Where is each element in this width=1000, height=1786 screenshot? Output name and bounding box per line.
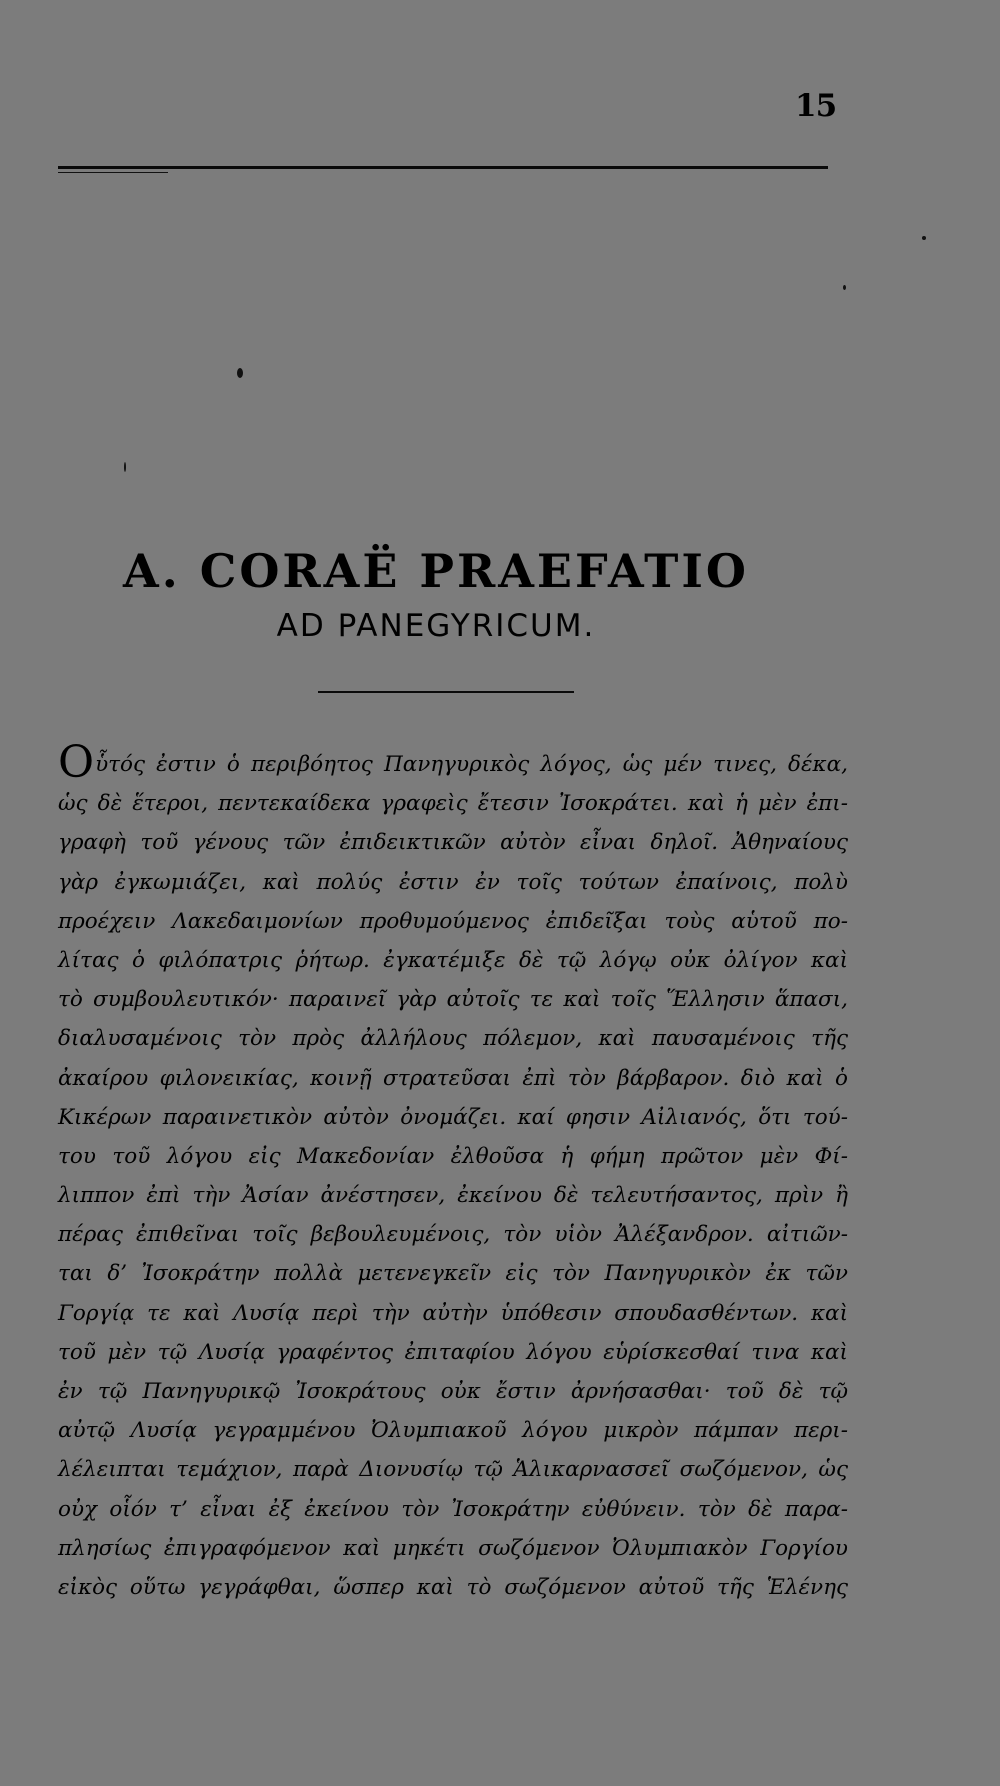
text-line: του τοῦ λόγου εἰς Μακεδονίαν ἐλθοῦσα ἡ φήμη πρῶτον μὲν Φί- (58, 1143, 848, 1169)
scan-speck (843, 285, 846, 290)
text-line: πέρας ἐπιθεῖναι τοῖς βεβουλευμένοις, τὸν υἱὸν Ἀλέξανδρον. αἰτιῶν- (58, 1222, 848, 1248)
header-rule (58, 166, 828, 169)
text-line: ὡς δὲ ἕτεροι, πεντεκαίδεκα γραφεὶς ἔτεσιν Ἰσοκράτει. καὶ ἡ μὲν ἐπι- (58, 791, 848, 817)
text-line: προέχειν Λακεδαιμονίων προθυμούμενος ἐπιδεῖξαι τοὺς αὑτοῦ πο- (58, 908, 848, 934)
scan-speck (124, 462, 126, 472)
drop-cap: O (58, 737, 95, 788)
page-title: A. CORAË PRAEFATIO (123, 544, 749, 598)
text-line: αὐτῷ Λυσίᾳ γεγραμμένου Ὀλυμπιακοῦ λόγου μικρὸν πάμπαν περι- (58, 1418, 848, 1444)
scan-speck (922, 236, 926, 240)
text-line: πλησίως ἐπιγραφόμενον καὶ μηκέτι σωζόμενον Ὀλυμπιακὸν Γοργίου (58, 1535, 848, 1561)
text-line: γραφὴ τοῦ γένους τῶν ἐπιδεικτικῶν αὐτὸν εἶναι δηλοῖ. Ἀθηναίους (58, 830, 848, 856)
title-rule (318, 691, 574, 693)
text-line: ται δ’ Ἰσοκράτην πολλὰ μετενεγκεῖν εἰς τὸν Πανηγυρικὸν ἐκ τῶν (58, 1261, 848, 1287)
body-text (58, 737, 848, 1607)
header-rule-tail (58, 172, 168, 173)
text-line: ἀκαίρου φιλονεικίας, κοινῇ στρατεῦσαι ἐπὶ τὸν βάρβαρον. διὸ καὶ ὁ (58, 1065, 848, 1091)
text-line: λιππον ἐπὶ τὴν Ἀσίαν ἀνέστησεν, ἐκείνου δὲ τελευτήσαντος, πρὶν ἢ (58, 1183, 848, 1209)
text-line: Γοργίᾳ τε καὶ Λυσίᾳ περὶ τὴν αὐτὴν ὑπόθεσιν σπουδασθέντων. καὶ (58, 1300, 848, 1326)
text-line: Κικέρων παραινετικὸν αὐτὸν ὀνομάζει. καί φησιν Αἰλιανός, ὅτι τού- (58, 1104, 848, 1130)
text-line: τοῦ μὲν τῷ Λυσίᾳ γραφέντος ἐπιταφίου λόγου εὑρίσκεσθαί τινα καὶ (58, 1339, 848, 1365)
text-line: ἐν τῷ Πανηγυρικῷ Ἰσοκράτους οὐκ ἔστιν ἀρνήσασθαι· τοῦ δὲ τῷ (58, 1379, 848, 1404)
text-line: λέλειπται τεμάχιον, παρὰ Διονυσίῳ τῷ Ἁλικαρνασσεῖ σωζόμενον, ὡς (58, 1457, 848, 1483)
text-line (58, 737, 848, 788)
text-line: γὰρ ἐγκωμιάζει, καὶ πολύς ἐστιν ἐν τοῖς τούτων ἐπαίνοις, πολὺ (58, 869, 848, 895)
text-line: εἰκὸς οὕτω γεγράφθαι, ὥσπερ καὶ τὸ σωζόμενον αὐτοῦ τῆς Ἑλένης (58, 1574, 848, 1600)
text-line: οὐχ οἷόν τ’ εἶναι ἐξ ἐκείνου τὸν Ἰσοκράτην εὐθύνειν. τὸν δὲ παρα- (58, 1496, 848, 1522)
text-line: διαλυσαμένοις τὸν πρὸς ἀλλήλους πόλεμον, καὶ παυσαμένοις τῆς (58, 1026, 848, 1052)
text-line: τὸ συμβουλευτικόν· παραινεῖ γὰρ αὐτοῖς τε καὶ τοῖς Ἕλλησιν ἅπασι, (58, 987, 848, 1013)
page-number: 15 (795, 88, 837, 124)
page-subtitle: AD PANEGYRICUM. (276, 608, 596, 644)
scan-speck (237, 368, 243, 378)
text-line: λίτας ὁ φιλόπατρις ῥήτωρ. ἐγκατέμιξε δὲ τῷ λόγῳ οὐκ ὀλίγον καὶ (58, 947, 848, 973)
text-line-content: ὗτός ἐστιν ὁ περιβόητος Πανηγυρικὸς λόγος, ὡς μέν τινες, δέκα, (95, 752, 848, 777)
